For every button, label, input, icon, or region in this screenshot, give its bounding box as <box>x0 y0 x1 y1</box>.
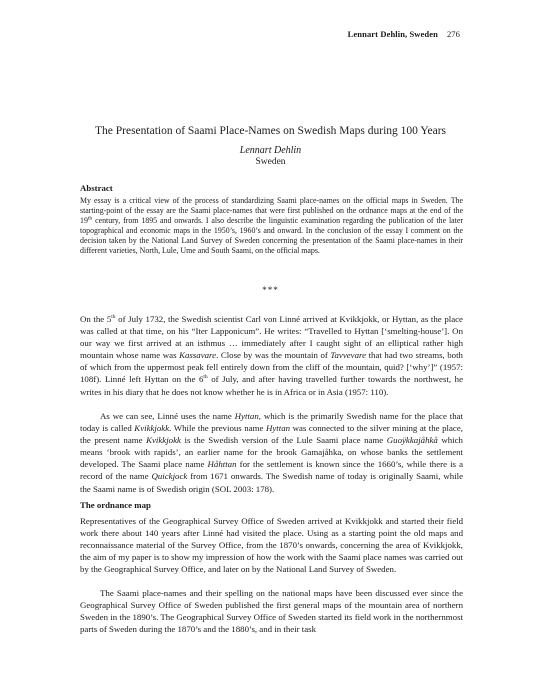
body-paragraph-3: Representatives of the Geographical Survey Office of Sweden arrived at Kvikkjokk and started their field work there about 140 years after Linné had visited the place. Using as a starting point the old maps and reconnaissance material of the Survey Office, from the 1870’s onwards, concerning the area of Kvikkjokk, the aim of my paper is to show my impression of how the work with the Saami place names was carried out by the Geographical Survey Office, and later on by the National Land Survey of Sweden. <box>80 516 463 575</box>
author-name: Lennart Dehlin <box>239 145 302 156</box>
body-paragraph-4: The Saami place-names and their spelling on the national maps have been discussed ever since the Geographical Survey Office of Sweden published the first general maps of the mountain area of northern Sweden in the 1890’s. The Geographical Survey Office of Sweden started its field work in the northernmost parts of Sweden during the 1870’s and the 1880’s, and in their task <box>80 588 463 635</box>
body-paragraph-2: As we can see, Linné uses the name Hyttan, which is the primarily Swedish name for the place that today is called Kvikkjokk. While the previous name Hyttan was connected to the silver mining at the place, the present name Kvikkjokk is the Swedish version of the Lule Saami place name Guoÿkkajåhkå which means ‘brook with rapids’, an earlier name for the brook Gamajåhka, on whose banks the settlement developed. The Saami place name Håhttan for the settlement is known since the 1660’s, while there is a record of the name Quickjock from 1671 onwards. The Swedish name of today is originally Saami, while the Saami name is of Swedish origin (SOL 2003: 178). <box>80 411 464 494</box>
author-country: Sweden <box>255 157 286 167</box>
body-paragraph-1: On the 5th of July 1732, the Swedish scientist Carl von Linné arrived at Kvikkjokk, or Hyttan, as the place was called at that time, on his “Iter Lapponicum”. He writes: “Travelled to Hyttan [‘smelting-house’]. On our way we first arrived at an isthmus … immediately after I caught sight of an elliptical rather high mountain whose name was Kassavare. Close by was the mountain of Tavvevare that had two streams, both of which from the uppermost peak fell entirely down from the cliff of the mountain, quid? [‘why’]” (1957: 108f). Linné left Hyttan on the 6th of July, and after having travelled further towards the northwest, he writes in his diary that he does not know whether he is in Africa or in Asia (1957: 110). <box>80 314 463 397</box>
section-heading-ordnance-map: The ordnance map <box>80 500 151 510</box>
paper-title: The Presentation of Saami Place-Names on Swedish Maps during 100 Years <box>94 125 446 137</box>
page-number: 276 <box>446 29 460 39</box>
running-head-author: Lennart Dehlin, Sweden <box>347 29 438 39</box>
section-separator: *** <box>262 285 279 295</box>
abstract-heading: Abstract <box>80 183 113 193</box>
abstract-text: My essay is a critical view of the process of standardizing Saami place-names on the official maps in Sweden. The starting-point of the essay are the Saami place-names that were first published on the ordnance maps at the end of the 19th century, from 1895 and onwards. I also describe the linguistic examination regarding the publication of the later topographical and economic maps in the 1950’s, 1960’s and onward. In the conclusion of the essay I comment on the decision taken by the National Land Survey of Sweden concerning the presentation of the Saami place-names in their different varieties, North, Lule, Ume and South Saami, on the official maps. <box>80 196 463 256</box>
running-head <box>348 29 460 39</box>
